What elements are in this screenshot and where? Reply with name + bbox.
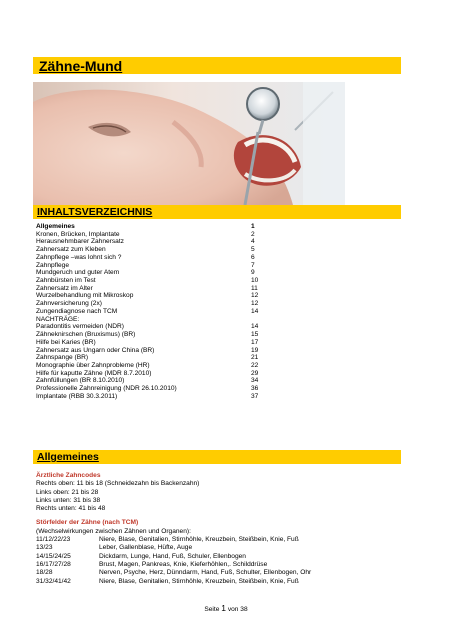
toc-row[interactable]: Zahnfüllungen (BR 8.10.2010) 34 [36,377,259,385]
page-title: Zähne-Mund [39,57,123,74]
toc-row[interactable]: Monographie über Zahnprobleme (HR) 22 [36,361,259,369]
toc-row[interactable]: Zahnbürsten im Test 10 [36,277,259,285]
toc-row[interactable]: Zahnersatz im Alter 11 [36,284,258,292]
toc-heading: INHALTSVERZEICHNIS [37,206,153,218]
toc-row[interactable]: Wurzelbehandlung mit Mikroskop 12 [36,292,259,300]
toc-row[interactable]: Herausnehmbarer Zahnersatz 4 [36,238,255,246]
toc-row[interactable]: Hilfe für kaputte Zähne (MDR 8.7.2010) 29 [36,369,259,377]
footer-middle: von [227,606,239,613]
codes-line: Rechts oben: 11 bis 18 (Schneidezahn bis Backenzahn) [36,480,200,488]
toc-row[interactable]: Zahnersatz aus Ungarn oder China (BR) 19 [36,346,259,354]
codes-heading: Ärztliche Zahncodes [36,472,101,479]
stoer-row: 14/15/24/25 Dickdarm, Lunge, Hand, Fuß, Schuler, Ellenbogen [36,552,246,560]
toc-row[interactable]: Mundgeruch und guter Atem 9 [36,269,255,277]
codes-line: Links unten: 31 bis 38 [36,496,101,504]
toc-row[interactable]: Paradontitis vermeiden (NDR) 14 [36,323,259,331]
toc-row[interactable]: Zahnpflege 7 [36,261,255,269]
table-of-contents [36,223,281,401]
toc-row[interactable]: Zahnpflege –was lohnt sich ? 6 [36,253,255,261]
toc-row[interactable]: Zahnversicherung (2x) 12 [36,300,259,308]
stoer-row: 11/12/22/23 Niere, Blase, Genitalien, Stirnhöhle, Kreuzbein, Steißbein, Knie, Fuß [36,536,299,544]
footer-total-pages: 38 [240,606,248,613]
toc-row[interactable]: Implantate (RBB 30.3.2011) 37 [36,392,259,400]
toc-row[interactable]: Hilfe bei Karies (BR) 17 [36,338,259,346]
stoer-row: 13/23 Leber, Gallenblase, Hüfte, Auge [36,544,193,552]
toc-row[interactable]: Zahnspange (BR) 21 [36,354,259,362]
footer-page-number: 1 [221,603,226,613]
codes-line: Links oben: 21 bis 28 [36,488,99,496]
stoer-intro: (Wechselwirkungen zwischen Zähnen und Organen): [36,527,191,535]
section-heading-bar [33,450,401,464]
page-footer [0,603,452,613]
toc-row[interactable]: Zähneknirschen (Bruxismus) (BR) 15 [36,331,259,339]
toc-row[interactable]: Kronen, Brücken, Implantate 2 [36,230,255,238]
title-banner [33,57,401,74]
section-allgemeines [36,472,401,586]
toc-subheading: NACHTRÄGE: [36,315,80,323]
stoer-row: 31/32/41/42 Niere, Blase, Genitalien, Stirnhöhle, Kreuzbein, Steißbein, Knie, Fuß [36,577,299,585]
toc-row[interactable]: Zungendiagnose nach TCM 14 [36,307,259,315]
toc-row[interactable]: Allgemeines 1 [36,223,255,230]
codes-line: Rechts unten: 41 bis 48 [36,505,106,513]
dental-photo [33,82,345,205]
stoer-heading: Störfelder der Zähne (nach TCM) [36,519,139,527]
toc-row[interactable]: Zahnersatz zum Kleben 5 [36,246,255,254]
stoer-row: 16/17/27/28 Brust, Magen, Pankreas, Knie, Kieferhöhlen,. Schilddrüse [36,560,268,568]
toc-row[interactable]: Professionelle Zahnreinigung (NDR 26.10.2010) 36 [36,385,259,393]
stoer-row: 18/28 Nerven, Psyche, Herz, Dünndarm, Hand, Fuß, Schulter, Ellenbogen, Ohr [36,569,312,577]
toc-heading-bar [33,205,401,219]
footer-prefix: Seite [204,606,220,613]
section-heading: Allgemeines [37,451,99,463]
